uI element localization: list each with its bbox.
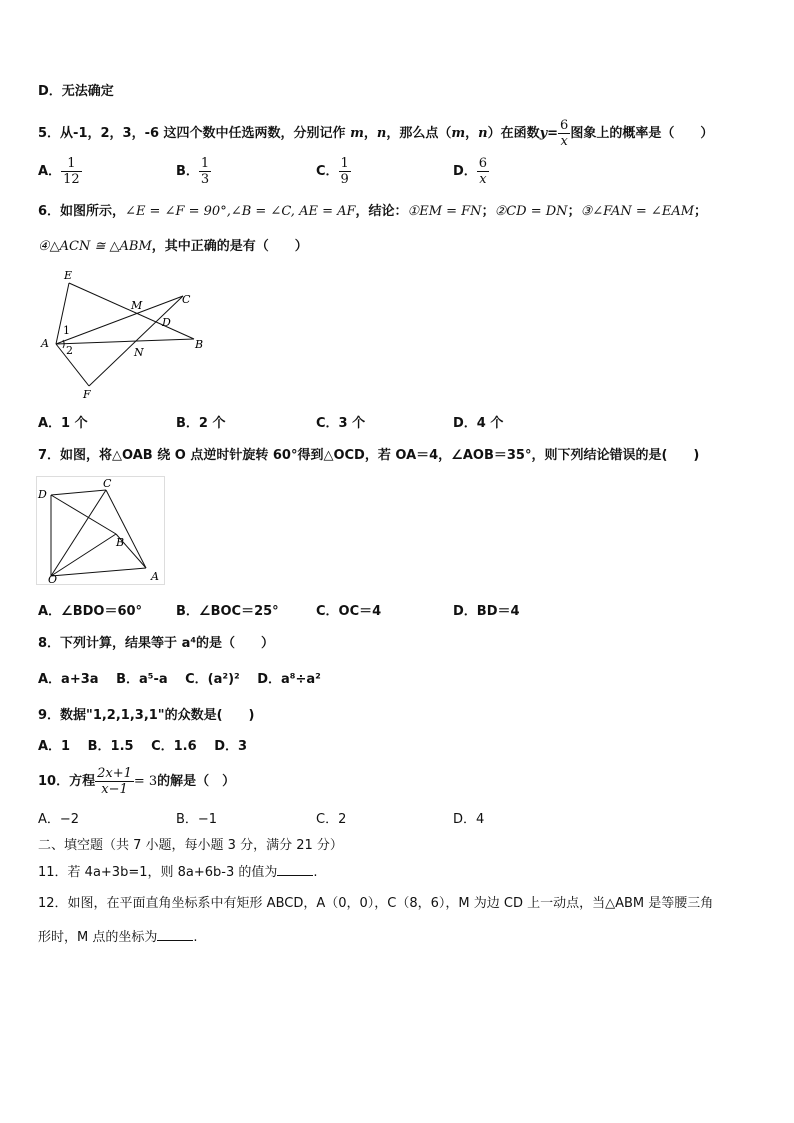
- q5-option-a: A． $\frac{1}{12}$: [38, 156, 80, 187]
- label-c: C: [103, 477, 112, 490]
- q4-option-d: D．无法确定: [38, 84, 114, 99]
- q9-options: A．1 B．1.5 C．1.6 D．3: [38, 739, 248, 754]
- q5-option-b: B． $\frac{1}{3}$: [176, 156, 210, 187]
- q12-line1: 12．如图，在平面直角坐标系中有矩形 ABCD，A（0，0），C（8，6），M 为边 CD 上一动点，当△ABM 是等腰三角: [38, 896, 714, 911]
- q6-option-b: B．2 个: [176, 416, 226, 431]
- section-heading: 二、填空题（共 7 小题，每小题 3 分，满分 21 分）: [38, 838, 343, 853]
- q10-fraction: $\frac{2x+1}{x-1}$: [97, 766, 132, 797]
- q6-option-a: A．1 个: [38, 416, 88, 431]
- q10-option-d: D．4: [453, 812, 485, 827]
- q8-options: A．a+3a B．a⁵-a C．(a²)² D．a⁸÷a²: [38, 672, 321, 687]
- label-m: M: [131, 299, 143, 312]
- q7-figure: [36, 476, 166, 586]
- q7-option-a: A．∠BDO＝60°: [38, 604, 143, 619]
- q7-option-c: C．OC＝4: [316, 604, 382, 619]
- label-angle-1: 1: [63, 324, 70, 337]
- q10-option-a: A．−2: [38, 812, 80, 827]
- q6-stem-line1: 6．如图所示，∠E = ∠F = 90°,∠B = ∠C, AE = AF，结论：①EM = FN；②CD = DN；③∠FAN = ∠EAM；: [38, 204, 708, 219]
- answer-blank: [157, 928, 193, 941]
- label-o: O: [48, 573, 58, 586]
- q10-stem: 10．方程 $\frac{2x+1}{x-1}$ = 3的解是（ ）: [38, 766, 236, 797]
- q12-line2: 形时，M 点的坐标为 .: [38, 930, 198, 945]
- q10-option-c: C．2: [316, 812, 347, 827]
- label-a: A: [151, 570, 159, 583]
- q7-option-d: D．BD＝4: [453, 604, 520, 619]
- q5-option-c: C． $\frac{1}{9}$: [316, 156, 349, 187]
- label-b: B: [116, 536, 125, 549]
- label-angle-2: 2: [66, 344, 73, 357]
- answer-blank: [277, 863, 313, 876]
- q5-stem: 5．从-1，2，3，-6 这四个数中任选两数，分别记作 m，n，那么点（m，n）在函数y= $\frac{6}{x}$ 图象上的概率是（ ）: [38, 118, 714, 149]
- q6-figure: [36, 268, 216, 398]
- label-d: D: [162, 316, 171, 329]
- q8-stem: 8．下列计算，结果等于 a⁴的是（ ）: [38, 636, 275, 651]
- q10-option-b: B．−1: [176, 812, 218, 827]
- label-a: A: [41, 337, 49, 350]
- label-b: B: [195, 338, 204, 351]
- label-c: C: [182, 293, 191, 306]
- label-n: N: [134, 346, 144, 359]
- label-f: F: [83, 388, 91, 398]
- label-d: D: [38, 488, 47, 501]
- q5-option-d: D． $\frac{6}{x}$: [453, 156, 488, 187]
- q6-option-c: C．3 个: [316, 416, 366, 431]
- q7-option-b: B．∠BOC＝25°: [176, 604, 279, 619]
- q9-stem: 9．数据"1,2,1,3,1"的众数是( ): [38, 708, 255, 723]
- q6-option-d: D．4 个: [453, 416, 504, 431]
- label-e: E: [64, 269, 73, 282]
- q11-stem: 11．若 4a+3b=1，则 8a+6b-3 的值为 .: [38, 865, 318, 880]
- q6-stem-line2: ④△ACN ≅ △ABM，其中正确的是有（ ）: [38, 239, 308, 254]
- q5-fraction: $\frac{6}{x}$: [560, 118, 569, 149]
- q7-stem: 7．如图，将△OAB 绕 O 点逆时针旋转 60°得到△OCD，若 OA＝4，∠AOB＝35°，则下列结论错误的是( ): [38, 448, 700, 463]
